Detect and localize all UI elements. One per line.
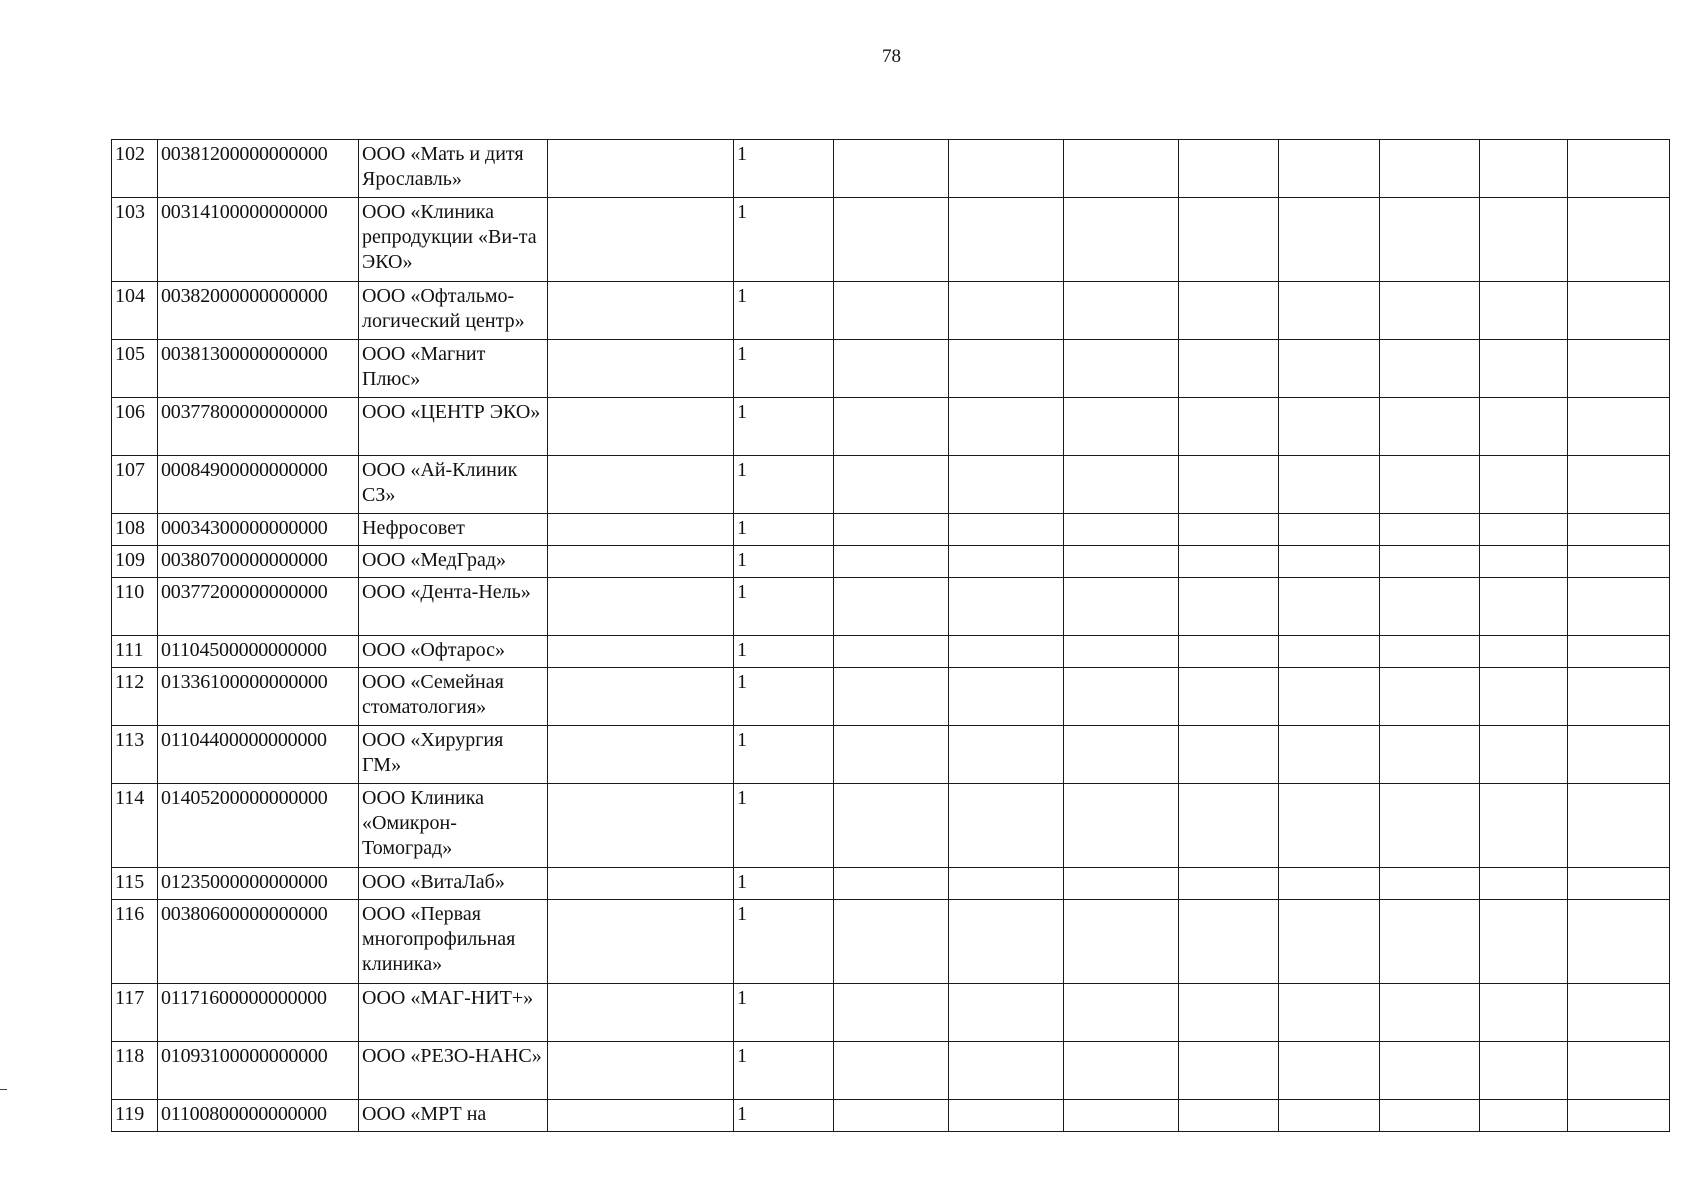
row-empty-cell <box>949 726 1064 784</box>
row-empty-cell <box>1480 398 1568 456</box>
row-empty-cell <box>1064 456 1179 514</box>
row-empty-cell <box>548 578 734 636</box>
table-row <box>112 578 1670 636</box>
row-empty-cell <box>1179 1042 1279 1100</box>
row-empty-cell <box>1480 282 1568 340</box>
row-empty-cell <box>1480 140 1568 198</box>
row-empty-cell <box>1568 340 1670 398</box>
row-value: 1 <box>734 282 834 340</box>
row-organization-name: ООО «Семейная стоматология» <box>359 668 548 726</box>
row-empty-cell <box>1064 140 1179 198</box>
row-value: 1 <box>734 726 834 784</box>
row-empty-cell <box>548 198 734 282</box>
table-row <box>112 868 1670 900</box>
row-empty-cell <box>949 636 1064 668</box>
row-value: 1 <box>734 456 834 514</box>
row-organization-name: Нефросовет <box>359 514 548 546</box>
row-empty-cell <box>834 282 949 340</box>
row-empty-cell <box>1064 282 1179 340</box>
row-empty-cell <box>949 984 1064 1042</box>
row-empty-cell <box>1179 784 1279 868</box>
row-empty-cell <box>1480 578 1568 636</box>
row-organization-name: ООО Клиника «Омикрон-Томоград» <box>359 784 548 868</box>
row-empty-cell <box>1480 726 1568 784</box>
row-empty-cell <box>834 900 949 984</box>
row-empty-cell <box>1279 900 1380 984</box>
row-organization-name: ООО «ЦЕНТР ЭКО» <box>359 398 548 456</box>
row-empty-cell <box>949 1042 1064 1100</box>
row-empty-cell <box>548 340 734 398</box>
row-empty-cell <box>1064 340 1179 398</box>
row-organization-name: ООО «МАГ-НИТ+» <box>359 984 548 1042</box>
row-code: 00377800000000000 <box>158 398 359 456</box>
row-empty-cell <box>1480 784 1568 868</box>
row-empty-cell <box>949 668 1064 726</box>
row-empty-cell <box>1064 868 1179 900</box>
row-empty-cell <box>1380 340 1480 398</box>
row-value: 1 <box>734 398 834 456</box>
row-code: 00382000000000000 <box>158 282 359 340</box>
margin-mark <box>0 1089 7 1090</box>
row-empty-cell <box>1568 546 1670 578</box>
table-row <box>112 636 1670 668</box>
row-empty-cell <box>1568 398 1670 456</box>
table-row <box>112 784 1670 868</box>
row-empty-cell <box>1568 578 1670 636</box>
row-empty-cell <box>949 900 1064 984</box>
row-empty-cell <box>1064 784 1179 868</box>
row-empty-cell <box>1380 456 1480 514</box>
row-number: 112 <box>112 668 158 726</box>
row-number: 103 <box>112 198 158 282</box>
row-empty-cell <box>1179 140 1279 198</box>
row-empty-cell <box>1568 1042 1670 1100</box>
row-empty-cell <box>1480 514 1568 546</box>
row-code: 01171600000000000 <box>158 984 359 1042</box>
row-empty-cell <box>949 398 1064 456</box>
row-organization-name: ООО «Хирургия ГМ» <box>359 726 548 784</box>
row-value: 1 <box>734 140 834 198</box>
row-empty-cell <box>1380 578 1480 636</box>
row-empty-cell <box>949 514 1064 546</box>
row-empty-cell <box>834 1042 949 1100</box>
row-code: 01336100000000000 <box>158 668 359 726</box>
row-empty-cell <box>834 514 949 546</box>
row-number: 113 <box>112 726 158 784</box>
row-empty-cell <box>1179 984 1279 1042</box>
page-number: 78 <box>882 46 901 67</box>
row-empty-cell <box>1568 1100 1670 1132</box>
row-empty-cell <box>1179 398 1279 456</box>
row-empty-cell <box>1568 726 1670 784</box>
row-empty-cell <box>834 140 949 198</box>
row-code: 01104400000000000 <box>158 726 359 784</box>
row-empty-cell <box>1279 578 1380 636</box>
row-empty-cell <box>949 340 1064 398</box>
row-code: 01235000000000000 <box>158 868 359 900</box>
row-value: 1 <box>734 198 834 282</box>
row-empty-cell <box>1064 1100 1179 1132</box>
row-empty-cell <box>1064 900 1179 984</box>
row-empty-cell <box>1279 668 1380 726</box>
row-empty-cell <box>1064 578 1179 636</box>
row-empty-cell <box>1179 726 1279 784</box>
row-value: 1 <box>734 984 834 1042</box>
table-row <box>112 398 1670 456</box>
row-empty-cell <box>1279 636 1380 668</box>
row-empty-cell <box>1279 868 1380 900</box>
row-organization-name: ООО «МРТ на <box>359 1100 548 1132</box>
row-empty-cell <box>834 868 949 900</box>
row-number: 107 <box>112 456 158 514</box>
row-empty-cell <box>834 636 949 668</box>
row-organization-name: ООО «Клиника репродукции «Ви-та ЭКО» <box>359 198 548 282</box>
row-empty-cell <box>834 784 949 868</box>
row-value: 1 <box>734 868 834 900</box>
row-empty-cell <box>1179 1100 1279 1132</box>
row-empty-cell <box>949 546 1064 578</box>
row-organization-name: ООО «МедГрад» <box>359 546 548 578</box>
row-empty-cell <box>1064 726 1179 784</box>
row-empty-cell <box>548 1042 734 1100</box>
row-number: 118 <box>112 1042 158 1100</box>
row-empty-cell <box>1064 1042 1179 1100</box>
row-empty-cell <box>1480 1042 1568 1100</box>
row-empty-cell <box>834 668 949 726</box>
row-empty-cell <box>1568 140 1670 198</box>
row-number: 114 <box>112 784 158 868</box>
row-number: 105 <box>112 340 158 398</box>
row-empty-cell <box>548 282 734 340</box>
row-empty-cell <box>1480 546 1568 578</box>
row-value: 1 <box>734 668 834 726</box>
row-number: 109 <box>112 546 158 578</box>
table-row <box>112 198 1670 282</box>
table-row <box>112 282 1670 340</box>
row-number: 119 <box>112 1100 158 1132</box>
row-empty-cell <box>1279 546 1380 578</box>
row-code: 00314100000000000 <box>158 198 359 282</box>
row-empty-cell <box>1279 514 1380 546</box>
row-value: 1 <box>734 784 834 868</box>
row-empty-cell <box>1064 398 1179 456</box>
row-number: 117 <box>112 984 158 1042</box>
row-number: 110 <box>112 578 158 636</box>
row-empty-cell <box>1179 340 1279 398</box>
row-empty-cell <box>1279 1042 1380 1100</box>
row-empty-cell <box>1064 198 1179 282</box>
row-empty-cell <box>548 514 734 546</box>
row-empty-cell <box>834 340 949 398</box>
row-empty-cell <box>548 1100 734 1132</box>
row-value: 1 <box>734 514 834 546</box>
row-empty-cell <box>1279 784 1380 868</box>
row-empty-cell <box>548 636 734 668</box>
row-empty-cell <box>1480 636 1568 668</box>
row-empty-cell <box>1480 668 1568 726</box>
row-code: 00381300000000000 <box>158 340 359 398</box>
row-empty-cell <box>1179 456 1279 514</box>
row-empty-cell <box>1380 784 1480 868</box>
row-empty-cell <box>1064 636 1179 668</box>
row-empty-cell <box>548 900 734 984</box>
row-empty-cell <box>1064 984 1179 1042</box>
row-empty-cell <box>1179 636 1279 668</box>
row-value: 1 <box>734 1042 834 1100</box>
row-empty-cell <box>834 456 949 514</box>
row-empty-cell <box>1279 140 1380 198</box>
row-empty-cell <box>548 726 734 784</box>
table-row <box>112 1100 1670 1132</box>
table-row <box>112 726 1670 784</box>
row-code: 00034300000000000 <box>158 514 359 546</box>
row-empty-cell <box>834 984 949 1042</box>
row-value: 1 <box>734 900 834 984</box>
row-empty-cell <box>1380 1042 1480 1100</box>
row-empty-cell <box>1279 1100 1380 1132</box>
row-empty-cell <box>1568 198 1670 282</box>
row-code: 00377200000000000 <box>158 578 359 636</box>
row-organization-name: ООО «Ай-Клиник СЗ» <box>359 456 548 514</box>
row-empty-cell <box>1480 868 1568 900</box>
row-empty-cell <box>1064 546 1179 578</box>
row-code: 01100800000000000 <box>158 1100 359 1132</box>
row-organization-name: ООО «Офтальмо-логический центр» <box>359 282 548 340</box>
row-empty-cell <box>1064 514 1179 546</box>
row-empty-cell <box>949 784 1064 868</box>
row-number: 111 <box>112 636 158 668</box>
row-empty-cell <box>548 784 734 868</box>
row-empty-cell <box>1179 900 1279 984</box>
row-number: 104 <box>112 282 158 340</box>
table-row <box>112 984 1670 1042</box>
row-empty-cell <box>1480 456 1568 514</box>
table-row <box>112 140 1670 198</box>
row-empty-cell <box>1568 636 1670 668</box>
row-number: 102 <box>112 140 158 198</box>
row-organization-name: ООО «Офтарос» <box>359 636 548 668</box>
row-empty-cell <box>1568 900 1670 984</box>
row-empty-cell <box>1279 456 1380 514</box>
row-empty-cell <box>548 668 734 726</box>
row-value: 1 <box>734 1100 834 1132</box>
row-empty-cell <box>548 140 734 198</box>
row-number: 116 <box>112 900 158 984</box>
row-organization-name: ООО «Первая многопрофильная клиника» <box>359 900 548 984</box>
row-empty-cell <box>1279 984 1380 1042</box>
row-empty-cell <box>834 1100 949 1132</box>
row-empty-cell <box>1279 282 1380 340</box>
row-empty-cell <box>1380 282 1480 340</box>
row-code: 00380700000000000 <box>158 546 359 578</box>
row-empty-cell <box>548 398 734 456</box>
row-empty-cell <box>1279 726 1380 784</box>
row-empty-cell <box>1380 514 1480 546</box>
row-value: 1 <box>734 546 834 578</box>
row-code: 01093100000000000 <box>158 1042 359 1100</box>
row-empty-cell <box>949 198 1064 282</box>
row-empty-cell <box>834 398 949 456</box>
row-value: 1 <box>734 578 834 636</box>
row-empty-cell <box>1568 784 1670 868</box>
row-empty-cell <box>1568 668 1670 726</box>
row-empty-cell <box>834 726 949 784</box>
row-empty-cell <box>548 984 734 1042</box>
row-empty-cell <box>1480 1100 1568 1132</box>
row-empty-cell <box>548 546 734 578</box>
row-empty-cell <box>1380 668 1480 726</box>
row-empty-cell <box>834 546 949 578</box>
row-empty-cell <box>1279 340 1380 398</box>
row-organization-name: ООО «ВитаЛаб» <box>359 868 548 900</box>
row-empty-cell <box>949 868 1064 900</box>
table-row <box>112 1042 1670 1100</box>
row-empty-cell <box>1380 726 1480 784</box>
table-row <box>112 668 1670 726</box>
table-row <box>112 546 1670 578</box>
row-empty-cell <box>1568 868 1670 900</box>
row-empty-cell <box>1568 456 1670 514</box>
row-empty-cell <box>1179 198 1279 282</box>
row-empty-cell <box>949 140 1064 198</box>
row-empty-cell <box>1179 546 1279 578</box>
row-empty-cell <box>1279 198 1380 282</box>
row-number: 115 <box>112 868 158 900</box>
row-code: 00084900000000000 <box>158 456 359 514</box>
table-row <box>112 514 1670 546</box>
row-empty-cell <box>1380 1100 1480 1132</box>
row-empty-cell <box>1279 398 1380 456</box>
row-number: 106 <box>112 398 158 456</box>
table-row <box>112 456 1670 514</box>
row-empty-cell <box>548 868 734 900</box>
row-empty-cell <box>1380 140 1480 198</box>
row-empty-cell <box>1480 198 1568 282</box>
row-empty-cell <box>1179 282 1279 340</box>
row-code: 01405200000000000 <box>158 784 359 868</box>
row-empty-cell <box>1380 398 1480 456</box>
row-empty-cell <box>1380 900 1480 984</box>
registry-table <box>111 139 1670 1132</box>
row-empty-cell <box>1568 282 1670 340</box>
row-empty-cell <box>1380 546 1480 578</box>
row-empty-cell <box>949 1100 1064 1132</box>
row-code: 01104500000000000 <box>158 636 359 668</box>
row-empty-cell <box>949 456 1064 514</box>
row-empty-cell <box>1380 868 1480 900</box>
row-empty-cell <box>1568 984 1670 1042</box>
row-code: 00380600000000000 <box>158 900 359 984</box>
row-empty-cell <box>1179 514 1279 546</box>
row-empty-cell <box>949 282 1064 340</box>
row-number: 108 <box>112 514 158 546</box>
row-organization-name: ООО «Дента-Нель» <box>359 578 548 636</box>
row-empty-cell <box>1380 198 1480 282</box>
row-empty-cell <box>834 198 949 282</box>
table-row <box>112 340 1670 398</box>
row-empty-cell <box>834 578 949 636</box>
row-empty-cell <box>1179 578 1279 636</box>
row-organization-name: ООО «Магнит Плюс» <box>359 340 548 398</box>
row-value: 1 <box>734 340 834 398</box>
row-empty-cell <box>1380 636 1480 668</box>
row-organization-name: ООО «Мать и дитя Ярославль» <box>359 140 548 198</box>
row-empty-cell <box>1568 514 1670 546</box>
row-empty-cell <box>1480 340 1568 398</box>
row-organization-name: ООО «РЕЗО-НАНС» <box>359 1042 548 1100</box>
row-empty-cell <box>1064 668 1179 726</box>
row-empty-cell <box>1480 984 1568 1042</box>
row-value: 1 <box>734 636 834 668</box>
table-row <box>112 900 1670 984</box>
row-empty-cell <box>1179 868 1279 900</box>
row-empty-cell <box>1480 900 1568 984</box>
row-empty-cell <box>548 456 734 514</box>
row-empty-cell <box>949 578 1064 636</box>
row-empty-cell <box>1380 984 1480 1042</box>
row-empty-cell <box>1179 668 1279 726</box>
row-code: 00381200000000000 <box>158 140 359 198</box>
